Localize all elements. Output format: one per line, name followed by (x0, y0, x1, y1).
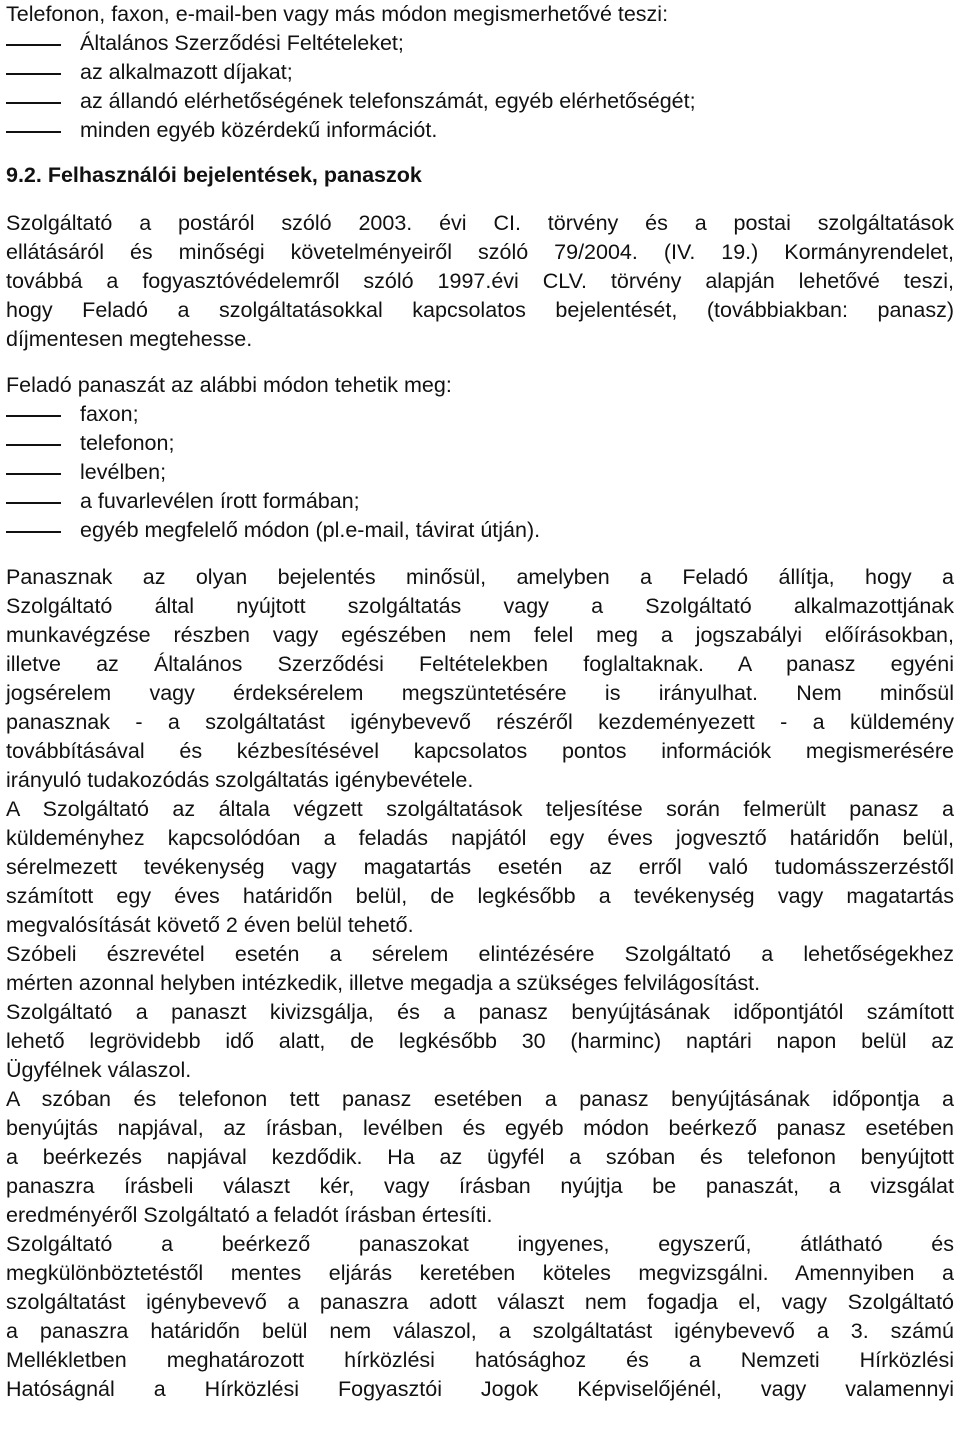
list-item: Általános Szerződési Feltételeket; (6, 29, 954, 58)
list-item: minden egyéb közérdekű információt. (6, 116, 954, 145)
paragraph-submission-date (6, 1085, 954, 1230)
text-line: lehető legrövidebb idő alatt, de legkésőbb 30 (harminc) naptári napon belül az (6, 1029, 954, 1053)
text-line: megkülönböztetéstől mentes eljárás keretében köteles megvizsgálni. Amennyiben a (6, 1261, 954, 1285)
text-line: díjmentesen megtehesse. (6, 327, 253, 351)
text-line: számított egy éves határidőn belül, de legkésőbb a tevékenység vagy magatartás (6, 884, 954, 908)
text-line: Szóbeli észrevétel esetén a sérelem elintézésére Szolgáltató a lehetőségekhez (6, 942, 954, 966)
paragraph-legal-basis (6, 209, 954, 354)
list-item: az alkalmazott díjakat; (6, 58, 954, 87)
list-item: az állandó elérhetőségének telefonszámát, egyéb elérhetőségét; (6, 87, 954, 116)
methods-list (6, 400, 954, 545)
text-line: a beérkezés napjával kezdődik. Ha az ügyfél a szóban és telefonon benyújtott (6, 1145, 954, 1169)
text-line: sérelmezett tevékenység vagy magatartás esetén az erről való tudomásszerzéstől (6, 855, 954, 879)
list-item: telefonon; (6, 429, 954, 458)
text-line: munkavégzése részben vagy egészében nem felel meg a jogszabályi előírásokban, (6, 623, 954, 647)
list-item: faxon; (6, 400, 954, 429)
text-line: küldeményhez kapcsolódóan a feladás napjától egy éves jogvesztő határidőn belül, (6, 826, 954, 850)
text-line: Hatóságnál a Hírközlési Fogyasztói Jogok Képviselőjénél, vagy valamennyi (6, 1377, 954, 1401)
text-line: benyújtás napjával, az írásban, levélben és egyéb módon beérkező panasz esetében (6, 1116, 954, 1140)
text-line: Mellékletben meghatározott hírközlési hatósághoz és a Nemzeti Hírközlési (6, 1348, 954, 1372)
text-line: irányuló tudakozódás szolgáltatás igénybevétele. (6, 768, 474, 792)
list-item: a fuvarlevélen írott formában; (6, 487, 954, 516)
paragraph-oral-remark (6, 940, 954, 998)
text-line: A Szolgáltató az általa végzett szolgáltatások teljesítése során felmerült panasz a (6, 797, 954, 821)
intro-text: Telefonon, faxon, e-mail-ben vagy más módon megismerhetővé teszi: (6, 2, 669, 26)
text-line: illetve az Általános Szerződési Feltételekben foglaltaknak. A panasz egyéni (6, 652, 954, 676)
text-line: hogy Feladó a szolgáltatásokkal kapcsolatos bejelentését, (továbbiakban: panasz) (6, 298, 954, 322)
list-item: levélben; (6, 458, 954, 487)
methods-intro: Feladó panaszát az alábbi módon tehetik meg: (6, 373, 452, 397)
text-line: Szolgáltató a panaszt kivizsgálja, és a panasz benyújtásának időpontjától számított (6, 1000, 954, 1024)
text-line: panasznak - a szolgáltatást igénybevevő részéről kezdeményezett - a küldemény (6, 710, 954, 734)
text-line: megvalósítását követő 2 éven belül tehető. (6, 913, 414, 937)
text-line: mérten azonnal helyben intézkedik, illetve megadja a szükséges felvilágosítást. (6, 971, 761, 995)
text-line: Szolgáltató által nyújtott szolgáltatás vagy a Szolgáltató alkalmazottjának (6, 594, 954, 618)
list-item: egyéb megfelelő módon (pl.e-mail, távirat útján). (6, 516, 954, 545)
paragraph-investigation (6, 998, 954, 1085)
text-line: a panaszra határidőn belül nem válaszol, a szolgáltatást igénybevevő a 3. számú (6, 1319, 954, 1343)
text-line: eredményéről Szolgáltató a feladót írásban értesíti. (6, 1203, 493, 1227)
paragraph-complaint-definition (6, 563, 954, 795)
paragraph-deadline (6, 795, 954, 940)
text-line: szolgáltatást igénybevevő a panaszra adott választ nem fogadja el, vagy Szolgáltató (6, 1290, 954, 1314)
text-line: Ügyfélnek válaszol. (6, 1058, 192, 1082)
text-line: Szolgáltató a beérkező panaszokat ingyenes, egyszerű, átlátható és (6, 1232, 954, 1256)
text-line: Panasznak az olyan bejelentés minősül, amelyben a Feladó állítja, hogy a (6, 565, 954, 589)
text-line: Szolgáltató a postáról szóló 2003. évi CI. törvény és a postai szolgáltatások (6, 211, 954, 235)
text-line: továbbításával és kézbesítésével kapcsolatos pontos információk megismerésére (6, 739, 954, 763)
text-line: panaszra írásbeli választ kér, vagy írásban nyújtja be panaszát, a vizsgálat (6, 1174, 954, 1198)
text-line: ellátásáról és minőségi követelményeiről szóló 79/2004. (IV. 19.) Kormányrendelet, (6, 240, 954, 264)
text-line: továbbá a fogyasztóvédelemről szóló 1997.évi CLV. törvény alapján lehetővé teszi, (6, 269, 954, 293)
paragraph-free-procedure (6, 1230, 954, 1404)
text-line: jogsérelem vagy érdeksérelem megszüntetésére is irányulhat. Nem minősül (6, 681, 954, 705)
text-line: A szóban és telefonon tett panasz esetében a panasz benyújtásának időpontja a (6, 1087, 954, 1111)
section-heading: 9.2. Felhasználói bejelentések, panaszok (6, 163, 422, 187)
intro-list (6, 29, 954, 145)
